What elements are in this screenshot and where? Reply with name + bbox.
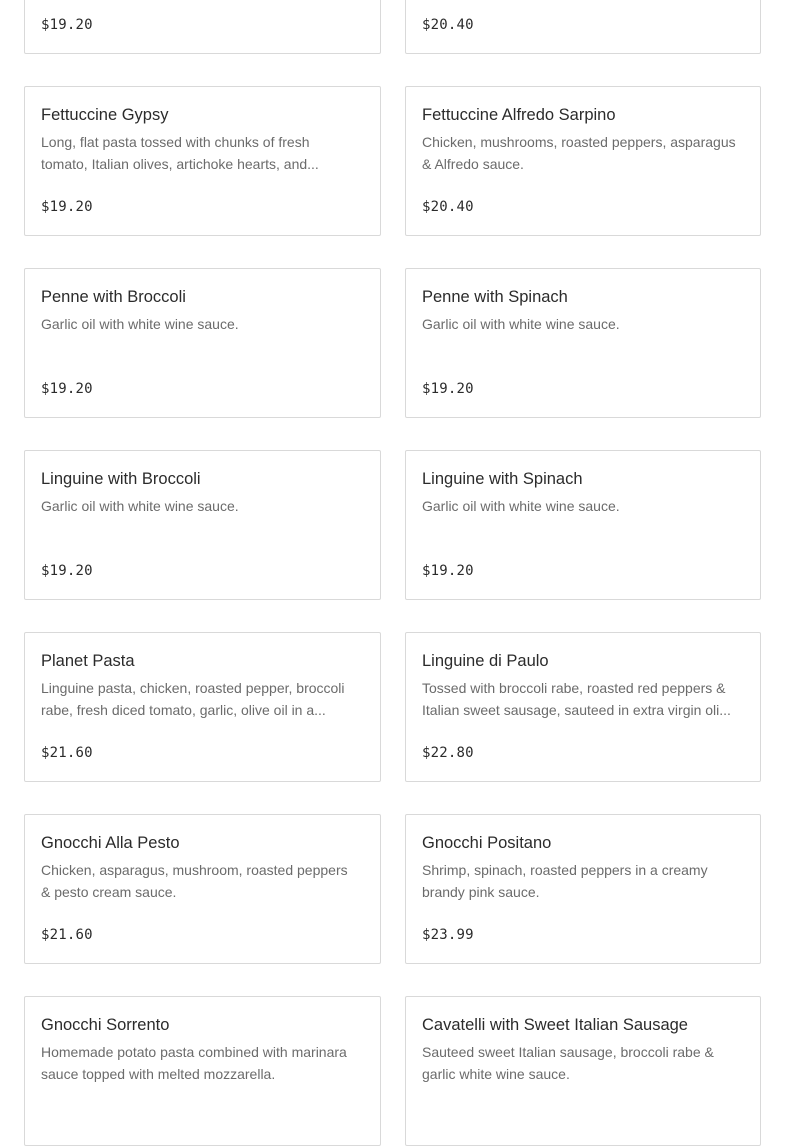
menu-item-card[interactable] — [405, 632, 761, 782]
menu-item-card[interactable] — [405, 86, 761, 236]
menu-item-description: Linguine pasta, chicken, roasted pepper, broccoli rabe, fresh diced tomato, garlic, olive oil in a... — [41, 680, 345, 718]
menu-item-price: $21.60 — [41, 745, 93, 761]
menu-item-description: Chicken, asparagus, mushroom, roasted peppers & pesto cream sauce. — [41, 862, 348, 900]
menu-item-description: Garlic oil with white wine sauce. — [41, 316, 239, 332]
menu-item-name: Cavatelli with Sweet Italian Sausage — [422, 1016, 688, 1034]
menu-item-price: $19.20 — [41, 381, 93, 397]
menu-item-price: $19.20 — [422, 563, 474, 579]
menu-item-price: $22.80 — [422, 745, 474, 761]
menu-item-name: Linguine with Broccoli — [41, 470, 201, 488]
menu-item-description: Chicken, mushrooms, roasted peppers, asparagus & Alfredo sauce. — [422, 134, 736, 172]
menu-item-description: Garlic oil with white wine sauce. — [422, 316, 620, 332]
menu-item-card[interactable] — [405, 996, 761, 1146]
menu-item-grid — [24, 0, 761, 1146]
menu-item-description: Sauteed sweet Italian sausage, broccoli rabe & garlic white wine sauce. — [422, 1044, 714, 1082]
menu-item-card[interactable] — [24, 996, 381, 1146]
menu-item-description: Tossed with broccoli rabe, roasted red peppers & Italian sweet sausage, sauteed in extra virgin oli... — [422, 680, 731, 718]
menu-item-name: Linguine di Paulo — [422, 652, 549, 670]
menu-item-card[interactable] — [24, 814, 381, 964]
menu-item-description: Long, flat pasta tossed with chunks of fresh tomato, Italian olives, artichoke hearts, and... — [41, 134, 319, 172]
menu-item-name: Penne with Broccoli — [41, 288, 186, 306]
menu-item-card[interactable] — [405, 450, 761, 600]
menu-item-card[interactable] — [24, 450, 381, 600]
menu-item-card[interactable] — [24, 0, 381, 54]
menu-item-name: Planet Pasta — [41, 652, 135, 670]
menu-item-card[interactable] — [405, 814, 761, 964]
menu-item-price: $21.60 — [41, 927, 93, 943]
menu-item-description: Shrimp, spinach, roasted peppers in a creamy brandy pink sauce. — [422, 862, 708, 900]
menu-item-price: $23.99 — [422, 927, 474, 943]
menu-item-name: Gnocchi Alla Pesto — [41, 834, 180, 852]
menu-item-description: Homemade potato pasta combined with marinara sauce topped with melted mozzarella. — [41, 1044, 347, 1082]
menu-item-price: $19.20 — [422, 381, 474, 397]
menu-item-name: Linguine with Spinach — [422, 470, 583, 488]
menu-item-name: Gnocchi Sorrento — [41, 1016, 170, 1034]
menu-item-price: $19.20 — [41, 199, 93, 215]
menu-item-description: Garlic oil with white wine sauce. — [41, 498, 239, 514]
menu-item-card[interactable] — [405, 268, 761, 418]
menu-item-price: $19.20 — [41, 563, 93, 579]
menu-item-price: $20.40 — [422, 199, 474, 215]
menu-item-name: Fettuccine Gypsy — [41, 106, 169, 124]
menu-item-price: $20.40 — [422, 17, 474, 33]
menu-item-card[interactable] — [24, 86, 381, 236]
menu-item-name: Fettuccine Alfredo Sarpino — [422, 106, 616, 124]
menu-item-name: Gnocchi Positano — [422, 834, 552, 852]
menu-item-description: Garlic oil with white wine sauce. — [422, 498, 620, 514]
menu-item-name: Penne with Spinach — [422, 288, 568, 306]
menu-item-card[interactable] — [405, 0, 761, 54]
menu-item-card[interactable] — [24, 268, 381, 418]
menu-item-price: $19.20 — [41, 17, 93, 33]
menu-item-card[interactable] — [24, 632, 381, 782]
